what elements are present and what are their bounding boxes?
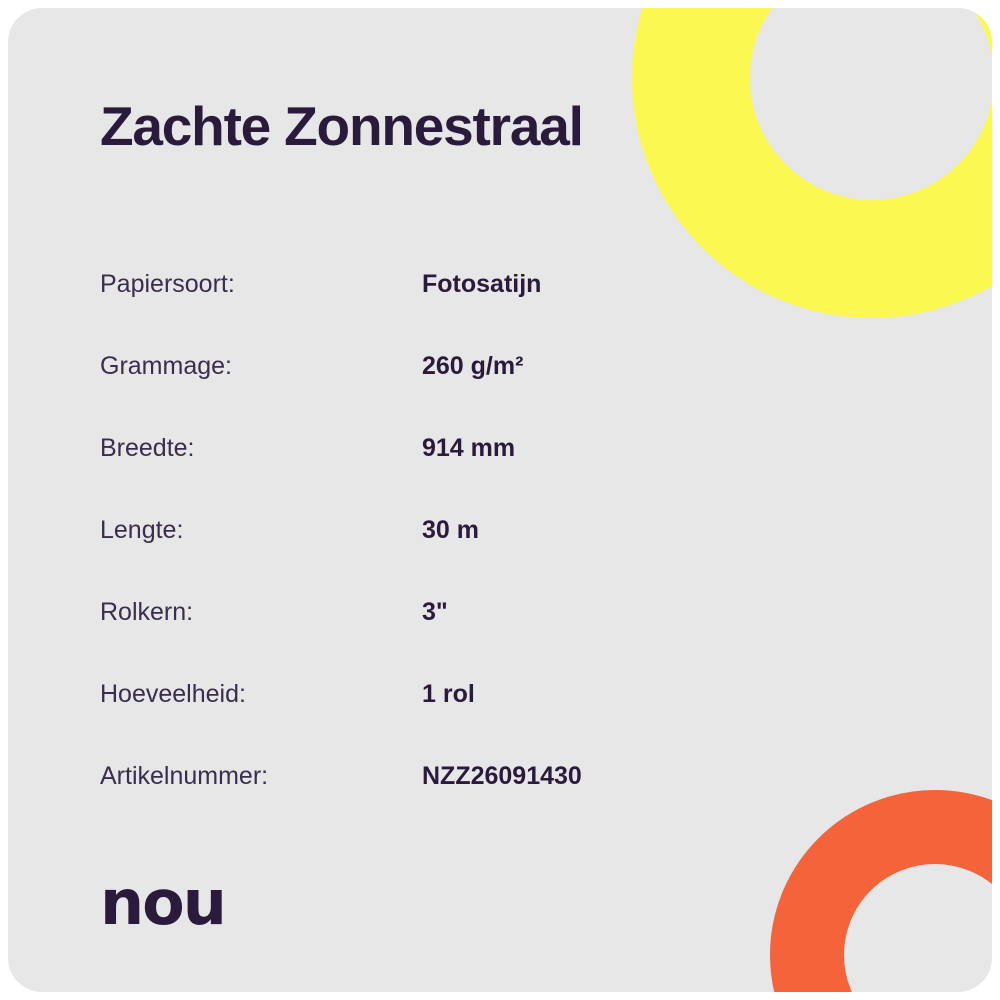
product-spec-card	[8, 8, 992, 992]
spec-list	[100, 270, 780, 844]
spec-value: 914 mm	[422, 434, 516, 462]
spec-label: Papiersoort:	[100, 270, 235, 298]
brand-logo: nou	[100, 866, 225, 939]
spec-row	[100, 516, 780, 598]
spec-value: 3"	[422, 598, 448, 626]
spec-label: Grammage:	[100, 352, 232, 380]
spec-row	[100, 270, 780, 352]
spec-label: Rolkern:	[100, 598, 194, 626]
spec-value: 1 rol	[422, 680, 475, 708]
spec-label: Hoeveelheid:	[100, 680, 246, 708]
spec-row	[100, 680, 780, 762]
spec-value: NZZ26091430	[422, 762, 582, 790]
orange-arc-decoration	[770, 790, 992, 992]
spec-value: 260 g/m²	[422, 352, 524, 380]
spec-label: Artikelnummer:	[100, 762, 269, 790]
spec-row	[100, 762, 780, 844]
spec-row	[100, 434, 780, 516]
spec-label: Lengte:	[100, 516, 184, 544]
spec-row	[100, 598, 780, 680]
page-title: Zachte Zonnestraal	[100, 95, 583, 157]
spec-value: 30 m	[422, 516, 479, 544]
spec-label: Breedte:	[100, 434, 195, 462]
spec-value: Fotosatijn	[422, 270, 542, 298]
spec-row	[100, 352, 780, 434]
